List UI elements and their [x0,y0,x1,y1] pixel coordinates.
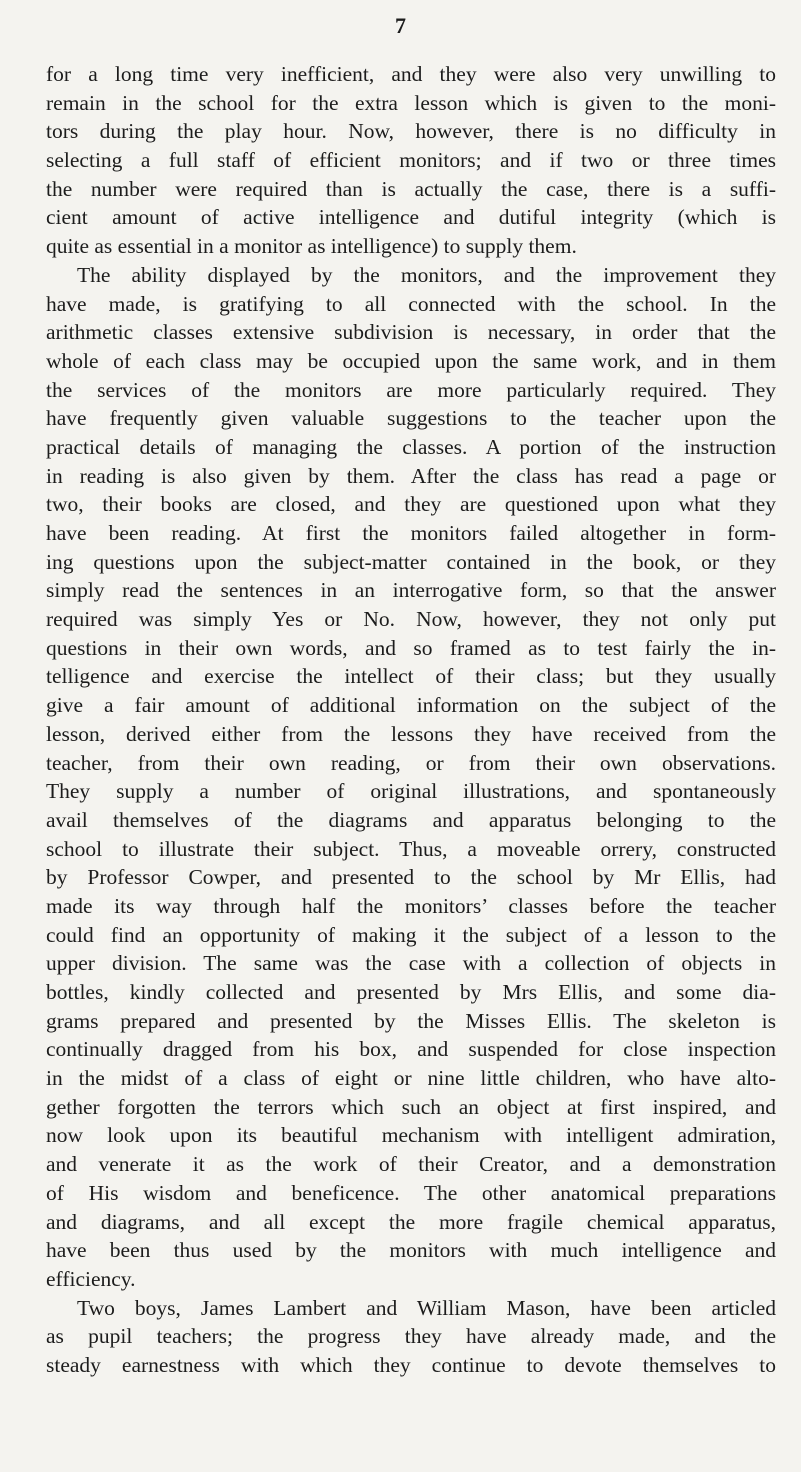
text-line: gether forgotten the terrors which such an object at first inspired, and [46,1094,776,1119]
text-line: The ability displayed by the monitors, and the improvement they [77,262,776,287]
text-line: ing questions upon the subject-matter contained in the book, or they [46,549,776,574]
text-line: tors during the play hour. Now, however, there is no difficulty in [46,119,776,144]
text-line: could find an opportunity of making it the subject of a lesson to the [46,922,776,947]
text-line: grams prepared and presented by the Misses Ellis. The skeleton is [46,1008,776,1033]
text-line: selecting a full staff of efficient monitors; and if two or three times [46,148,776,173]
text-line: have made, is gratifying to all connected with the school. In the [46,291,776,316]
text-line: and diagrams, and all except the more fragile chemical apparatus, [46,1209,776,1234]
text-line: two, their books are closed, and they are questioned upon what they [46,492,776,517]
text-line: They supply a number of original illustrations, and spontaneously [46,779,776,804]
text-line: the number were required than is actually the case, there is a suffi- [46,176,776,201]
text-line: have been reading. At first the monitors failed altogether in form- [46,521,776,545]
text-line: by Professor Cowper, and presented to the school by Mr Ellis, had [46,865,776,890]
text-line: practical details of managing the classes. A portion of the instruction [46,434,776,459]
text-line: the services of the monitors are more particularly required. They [46,377,776,402]
text-line: now look upon its beautiful mechanism with intelligent admiration, [46,1123,776,1148]
text-line: of His wisdom and beneficence. The other anatomical preparations [46,1180,776,1205]
text-line: avail themselves of the diagrams and apparatus belonging to the [46,807,776,832]
text-line: in the midst of a class of eight or nine little children, who have alto- [46,1066,776,1091]
text-line: upper division. The same was the case with a collection of objects in [46,951,776,976]
text-line: quite as essential in a monitor as intelligence) to supply them. [46,234,577,259]
text-line: have frequently given valuable suggestions to the teacher upon the [46,406,776,431]
text-line: have been thus used by the monitors with much intelligence and [46,1238,776,1263]
text-line: bottles, kindly collected and presented by Mrs Ellis, and some dia- [46,980,776,1004]
text-line: teacher, from their own reading, or from their own observations. [46,750,776,775]
page-number: 7 [395,13,406,38]
text-line: Two boys, James Lambert and William Mason, have been articled [77,1295,776,1320]
text-line: school to illustrate their subject. Thus, a moveable orrery, constructed [46,836,776,861]
text-line: in reading is also given by them. After the class has read a page or [46,463,776,488]
text-line: give a fair amount of additional information on the subject of the [46,693,776,718]
text-line: remain in the school for the extra lesson which is given to the moni- [46,90,776,115]
text-line: questions in their own words, and so framed as to test fairly the in- [46,635,776,660]
text-line: whole of each class may be occupied upon the same work, and in them [46,348,776,373]
text-line: steady earnestness with which they continue to devote themselves to [46,1352,776,1377]
text-line: required was simply Yes or No. Now, however, they not only put [46,607,776,632]
text-line: lesson, derived either from the lessons they have received from the [46,721,776,746]
body-text [46,60,776,1380]
text-line: telligence and exercise the intellect of their class; but they usually [46,664,776,689]
text-line: efficiency. [46,1266,136,1291]
text-line: for a long time very inefficient, and they were also very unwilling to [46,62,776,86]
text-line: made its way through half the monitors’ classes before the teacher [46,893,776,918]
text-line: as pupil teachers; the progress they have already made, and the [46,1324,776,1349]
text-line: simply read the sentences in an interrogative form, so that the answer [46,578,776,603]
text-line: arithmetic classes extensive subdivision is necessary, in order that the [46,320,776,345]
text-line: continually dragged from his box, and suspended for close inspection [46,1037,776,1062]
text-line: cient amount of active intelligence and dutiful integrity (which is [46,205,776,230]
text-line: and venerate it as the work of their Creator, and a demonstration [46,1152,776,1177]
